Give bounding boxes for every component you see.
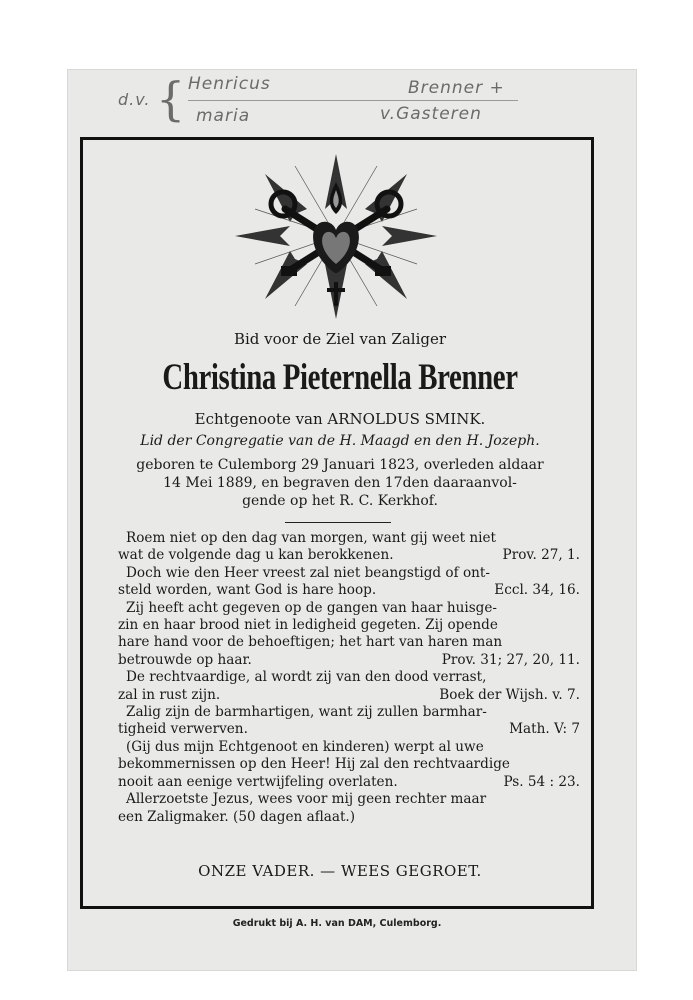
congregation-line: Lid der Congregatie van de H. Maagd en den H. Jozeph. [140,433,540,449]
deceased-name: Christina Pieternella Brenner [162,357,518,398]
verse-line [118,530,580,547]
verse-line [118,582,580,599]
verse-line [118,774,580,791]
verse-line [118,809,580,826]
scripture-verses [118,530,580,826]
verse-text: zin en haar brood niet in ledigheid gegeten. Zij opende [118,617,498,634]
verse-line [118,652,580,669]
verse-line [118,739,580,756]
verse-line [118,756,580,773]
bio-line: gende op het R. C. Kerkhof. [242,493,438,509]
verse-text: wat de volgende dag u kan berokkenen. [118,547,394,564]
verse-text: betrouwde op haar. [118,651,252,668]
bio-line: 14 Mei 1889, en begraven den 17den daaraanvol- [163,475,517,491]
handwritten-father-last: Brenner + [408,78,505,98]
verse-reference: Ps. 54 : 23. [503,773,580,790]
verse-text: Roem niet op den dag van morgen, want gij weet niet [126,530,497,546]
closing-prayer: ONZE VADER. — WEES GEGROET. [198,862,482,880]
handwritten-note [118,74,538,134]
verse-line [118,704,580,721]
printer-credit: Gedrukt bij A. H. van DAM, Culemborg. [232,918,442,929]
verse-line [118,634,580,651]
verse-text: nooit aan eenige vertwijfeling overlaten. [118,773,398,790]
verse-text: zal in rust zijn. [118,686,221,703]
verse-line [118,547,580,564]
verse-line [118,565,580,582]
handwritten-underline [188,100,518,101]
verse-line [118,617,580,634]
verse-line [118,600,580,617]
verse-text: (Gij dus mijn Echtgenoot en kinderen) werpt al uwe [126,738,484,755]
handwritten-mother-last: v.Gasteren [380,104,482,124]
verse-line [118,687,580,704]
biography [100,456,580,510]
verse-reference: Prov. 31; 27, 20, 11. [441,651,580,668]
section-divider [285,522,391,523]
prayer-intro: Bid voor de Ziel van Zaliger [233,330,447,348]
verse-text: steld worden, want God is hare hoop. [118,582,377,599]
verse-line [118,721,580,738]
verse-reference: Boek der Wijsh. v. 7. [439,686,580,703]
handwritten-mother-first: maria [196,106,251,126]
bio-line: geboren te Culemborg 29 Januari 1823, overleden aldaar [136,457,544,473]
verse-reference: Math. V: 7 [509,721,580,738]
handwritten-father-first: Henricus [188,74,271,94]
spouse-line: Echtgenoote van ARNOLDUS SMINK. [194,410,486,428]
handwritten-brace: { [156,72,187,126]
verse-text: De rechtvaardige, al wordt zij van den dood verrast, [126,669,487,686]
verse-reference: Eccl. 34, 16. [494,582,580,599]
verse-text: Zalig zijn de barmhartigen, want zij zullen barmhar- [126,704,487,721]
verse-text: Doch wie den Heer vreest zal niet beangstigd of ont- [126,564,490,581]
verse-text: tigheid verwerven. [118,721,248,738]
verse-line [118,791,580,808]
verse-text: hare hand voor de behoeftigen; het hart van haren man [118,634,503,651]
verse-text: Allerzoetste Jezus, wees voor mij geen rechter maar [126,791,487,808]
verse-text: Zij heeft acht gegeven op de gangen van haar huisge- [126,599,498,616]
sacred-heart-keys-emblem-icon [235,154,437,319]
verse-text: bekommernissen op den Heer! Hij zal den rechtvaardige [118,756,510,773]
verse-text: een Zaligmaker. (50 dagen aflaat.) [118,808,356,825]
handwritten-dv: d.v. [118,90,151,109]
verse-reference: Prov. 27, 1. [502,547,580,564]
verse-line [118,669,580,686]
